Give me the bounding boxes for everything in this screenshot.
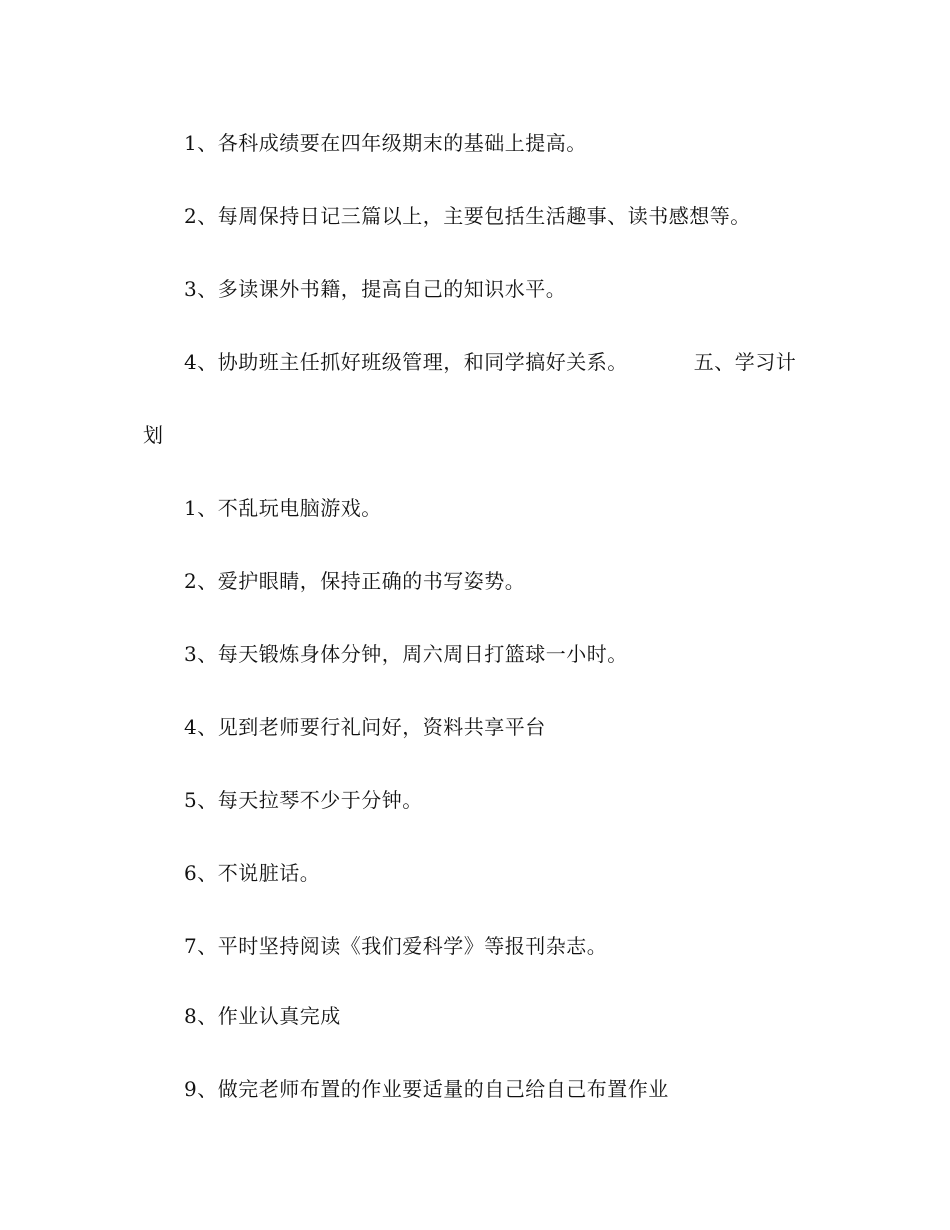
goal-item-4-row (184, 350, 796, 374)
goal-item-4: 4、协助班主任抓好班级管理，和同学搞好关系。 (184, 350, 628, 374)
plan-item-1: 1、不乱玩电脑游戏。 (184, 496, 382, 520)
plan-item-2: 2、爱护眼睛，保持正确的书写姿势。 (184, 569, 526, 593)
plan-item-4: 4、见到老师要行礼问好，资料共享平台 (184, 715, 546, 739)
goal-item-2: 2、每周保持日记三篇以上，主要包括生活趣事、读书感想等。 (184, 204, 751, 228)
goal-item-1: 1、各科成绩要在四年级期末的基础上提高。 (184, 131, 587, 155)
section-heading-study-plan: 五、学习计 (693, 350, 797, 374)
plan-item-5: 5、每天拉琴不少于分钟。 (184, 788, 423, 812)
plan-item-6: 6、不说脏话。 (184, 861, 321, 885)
section-heading-continuation: 划 (143, 423, 164, 447)
goal-item-3: 3、多读课外书籍，提高自己的知识水平。 (184, 277, 567, 301)
plan-item-3: 3、每天锻炼身体分钟，周六周日打篮球一小时。 (184, 642, 628, 666)
plan-item-8: 8、作业认真完成 (184, 1004, 341, 1028)
plan-item-7: 7、平时坚持阅读《我们爱科学》等报刊杂志。 (184, 934, 608, 958)
plan-item-9: 9、做完老师布置的作业要适量的自己给自己布置作业 (184, 1077, 669, 1101)
